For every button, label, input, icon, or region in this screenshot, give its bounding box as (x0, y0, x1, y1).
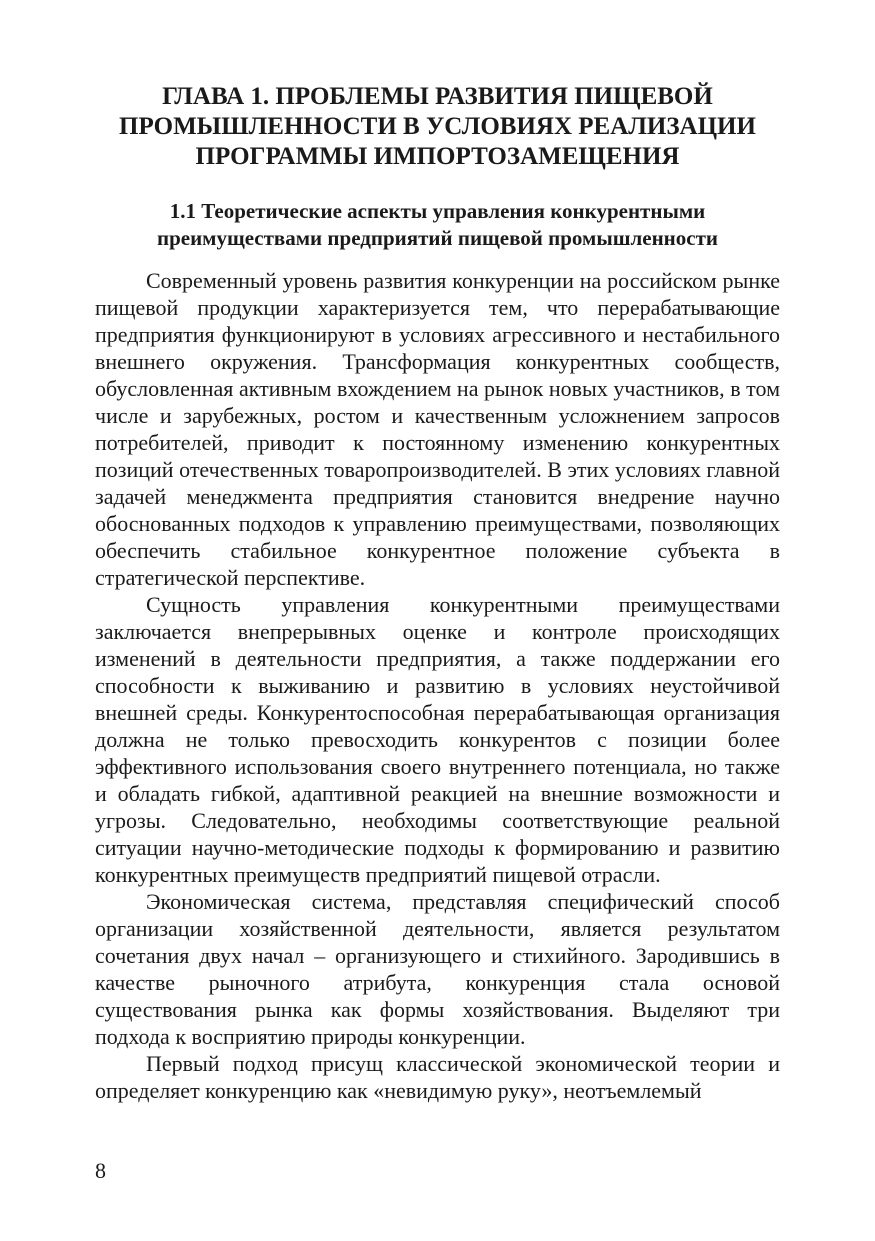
paragraph: Современный уровень развития конкуренции на российском рынке пищевой продукции характеризуется тем, что перерабатывающие предприятия функционируют в условиях агрессивного и нестабильного внешнего окружения. Трансформация конкурентных сообществ, обусловленная активным вхождением на рынок новых участников, в том числе и зарубежных, ростом и качественным усложнением запросов потребителей, приводит к постоянному изменению конкурентных позиций отечественных товаропроизводителей. В этих условиях главной задачей менеджмента предприятия становится внедрение научно обоснованных подходов к управлению преимуществами, позволяющих обеспечить стабильное конкурентное положение субъекта в стратегической перспективе. (95, 268, 780, 590)
body-text (95, 267, 780, 1104)
page-number: 8 (95, 1158, 106, 1183)
paragraph: Первый подход присущ классической экономической теории и определяет конкуренцию как «невидимую руку», неотъемлемый (95, 1051, 780, 1103)
paragraph: Экономическая система, представляя специфический способ организации хозяйственной деятельности, является результатом сочетания двух начал – организующего и стихийного. Зародившись в качестве рыночного атрибута, конкуренция стала основой существования рынка как формы хозяйствования. Выделяют три подхода к восприятию природы конкуренции. (95, 889, 780, 1049)
paragraph: Сущность управления конкурентными преимуществами заключается внепрерывных оценке и контроле происходящих изменений в деятельности предприятия, а также поддержании его способности к выживанию и развитию в условиях неустойчивой внешней среды. Конкурентоспособная перерабатывающая организация должна не только превосходить конкурентов с позиции более эффективного использования своего внутреннего потенциала, но также и обладать гибкой, адаптивной реакцией на внешние возможности и угрозы. Следовательно, необходимы соответствующие реальной ситуации научно-методические подходы к формированию и развитию конкурентных преимуществ предприятий пищевой отрасли. (95, 592, 780, 887)
chapter-title: ГЛАВА 1. ПРОБЛЕМЫ РАЗВИТИЯ ПИЩЕВОЙ ПРОМЫШЛЕННОСТИ В УСЛОВИЯХ РЕАЛИЗАЦИИ ПРОГРАММЫ ИМПОРТОЗАМЕЩЕНИЯ (119, 83, 756, 170)
section-title: 1.1 Теоретические аспекты управления конкурентными преимуществами предприятий пищевой промышленности (156, 199, 719, 250)
